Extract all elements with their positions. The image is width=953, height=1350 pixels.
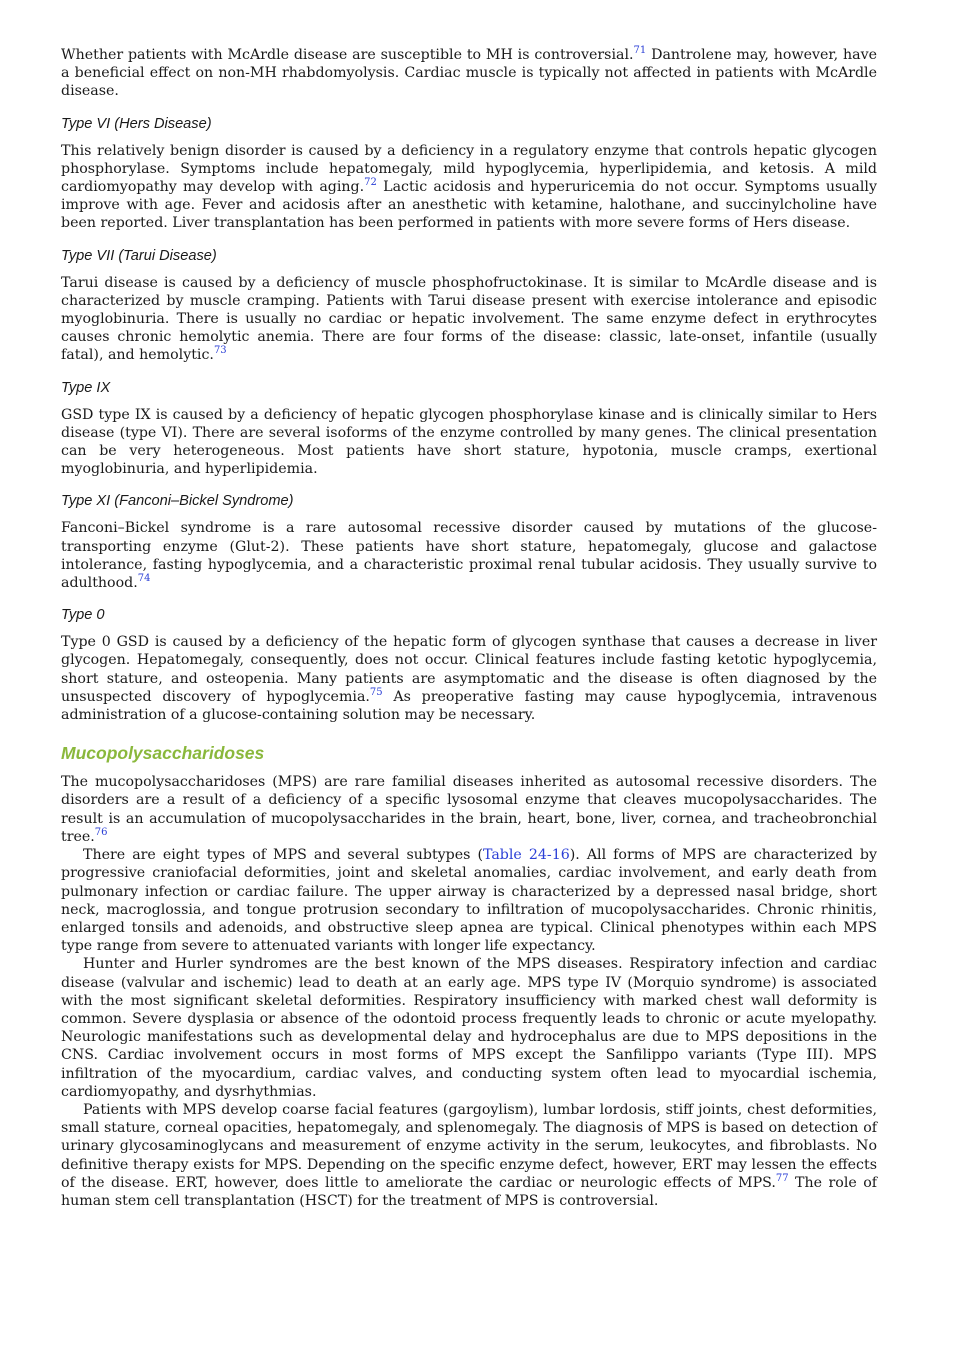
heading-type-xi: Type XI (Fanconi–Bickel Syndrome) [61, 493, 294, 510]
citation-76[interactable]: 76 [94, 826, 108, 838]
text-span: Patients with MPS develop coarse facial features (gargoylism), lumbar lordosis, stiff joints, chest deformities, small stature, corneal opacities, hepatomegaly, and splenomegaly. The diagnosis of MPS is based on detection of urinary glycosaminoglycans and measurement of enzyme activity in the serum, leukocytes, and fibroblasts. No definitive therapy exists for MPS. Depending on the specific enzyme defect, however, ERT may lessen the effects of the disease. ERT, however, does little to ameliorate the cardiac or neurologic effects of MPS. [61, 1101, 877, 1191]
text-span: There are eight types of MPS and several subtypes ( [83, 847, 483, 864]
mps-paragraph-3: Hunter and Hurler syndromes are the best known of the MPS diseases. Respiratory infection and cardiac disease (valvular and ischemic) lead to death at an early age. MPS type IV (Morquio syndrome) is associated with the most significant skeletal deformities. Respiratory insufficiency with marked chest wall deformity is common. Severe dysplasia or absence of the odontoid process frequently leads to chronic or acute myelopathy. Neurologic manifestations such as developmental delay and hydrocephalus are due to MPS depositions in the CNS. Cardiac involvement occurs in most forms of MPS except the Sanfilippo variants (Type III). MPS infiltration of the myocardium, cardiac valves, and conducting system often lead to myocardial ischemia, cardiomyopathy, and dysrhythmias. [61, 956, 877, 1100]
mps-paragraph-4 [61, 1101, 877, 1210]
mps-paragraph-1 [61, 773, 877, 846]
text-span: The mucopolysaccharidoses (MPS) are rare familial diseases inherited as autosomal recessive disorders. The disorders are a result of a deficiency of a specific lysosomal enzyme that cleaves mucopolysaccharides. The result is an accumulation of mucopolysaccharides in the brain, heart, bone, liver, cornea, and tracheobronchial tree. [61, 774, 877, 845]
text-span: Dantrolene may, however, have a beneficial effect on non-MH rhabdomyolysis. Cardiac muscle is typically not affected in patients with McArdle disease. [61, 47, 877, 100]
citation-77[interactable]: 77 [775, 1172, 789, 1184]
type-vii-paragraph [61, 274, 877, 365]
text-span: This relatively benign disorder is caused by a deficiency in a regulatory enzyme that controls hepatic glycogen phosphorylase. Symptoms include hepatomegaly, mild hypoglycemia, hyperlipidemia, and ketosis. A mild cardiomyopathy may develop with aging. [61, 142, 877, 196]
citation-74[interactable]: 74 [137, 573, 151, 585]
heading-type-vi: Type VI (Hers Disease) [61, 115, 212, 132]
citation-73[interactable]: 73 [213, 345, 227, 357]
text-span: The role of human stem cell transplantation (HSCT) for the treatment of MPS is controversial. [61, 1174, 878, 1209]
table-link[interactable]: Table 24-16 [482, 847, 570, 864]
citation-71[interactable]: 71 [633, 45, 647, 56]
mps-paragraph-2 [61, 846, 877, 955]
text-span: Type 0 GSD is caused by a deficiency of the hepatic form of glycogen synthase that causes a decrease in liver glycogen. Hepatomegaly, consequently, does not occur. Clinical features include fasting ketotic hypoglycemia, short stature, and osteopenia. Many patients are asymptomatic and the disease is often diagnosed by the unsuspected discovery of hypoglycemia. [61, 634, 877, 705]
text-span: As preoperative fasting may cause hypoglycemia, intravenous administration of a glucose-containing solution may be necessary. [61, 688, 877, 724]
text-span: ). All forms of MPS are characterized by progressive craniofacial deformities, joint and skeletal anomalies, cardiac involvement, and early death from pulmonary infection or cardiac failure. The upper airway is characterized by a depressed nasal bridge, short neck, macroglossia, and tongue protrusion secondary to infiltration of mucopolysaccharides. Chronic rhinitis, enlarged tonsils and adenoids, and obstructive sleep apnea are typical. Clinical phenotypes within each MPS type range from severe to attenuated variants with longer life expectancy. [61, 847, 877, 955]
heading-type-0: Type 0 [61, 607, 105, 624]
section-heading-mps: Mucopolysaccharidoses [61, 743, 265, 764]
text-span: Tarui disease is caused by a deficiency of muscle phosphofructokinase. It is similar to McArdle disease and is characterized by muscle cramping. Patients with Tarui disease present with exercise intolerance and episodic myoglobinuria. There is usually no cardiac or hepatic involvement. The same enzyme defect in erythrocytes causes chronic hemolytic anemia. There are four forms of the disease: classic, late-onset, infantile (usually fatal), and hemolytic. [61, 274, 877, 364]
citation-72[interactable]: 72 [364, 177, 377, 189]
mcardle-paragraph [61, 46, 877, 101]
citation-75[interactable]: 75 [369, 686, 383, 698]
type-0-paragraph [61, 633, 877, 724]
type-xi-paragraph [61, 519, 877, 592]
text-span: Fanconi–Bickel syndrome is a rare autosomal recessive disorder caused by mutations of the glucose-transporting enzyme (Glut-2). These patients have short stature, hepatomegaly, glucose and galactose intolerance, fasting hypoglycemia, and a characteristic proximal renal tubular acidosis. They usually survive to adulthood. [61, 520, 877, 592]
type-vi-paragraph [61, 142, 877, 233]
document-page [61, 46, 877, 1210]
heading-type-vii: Type VII (Tarui Disease) [61, 247, 217, 264]
text-span: Lactic acidosis and hyperuricemia do not occur. Symptoms usually improve with age. Fever and acidosis after an anesthetic with ketamine, halothane, and succinylcholine have been reported. Liver transplantation has been performed in patients with more severe forms of Hers disease. [61, 179, 877, 232]
text-span: Whether patients with McArdle disease are susceptible to MH is controversial. [61, 47, 634, 63]
type-ix-paragraph: GSD type IX is caused by a deficiency of hepatic glycogen phosphorylase kinase and is clinically similar to Hers disease (type VI). There are several isoforms of the enzyme controlled by many genes. The clinical presentation can be very heterogeneous. Most patients have short stature, hypotonia, muscle cramps, exertional myoglobinuria, and hyperlipidemia. [61, 406, 877, 478]
heading-type-ix: Type IX [61, 379, 111, 396]
